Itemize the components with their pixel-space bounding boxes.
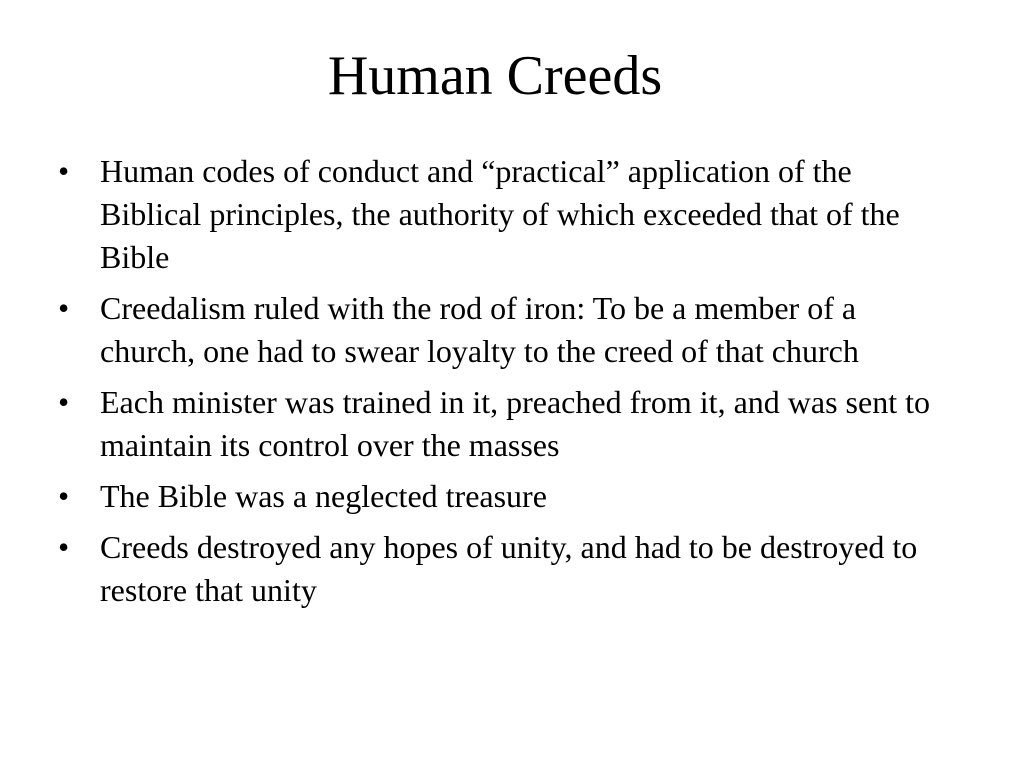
- bullet-list: [56, 150, 956, 620]
- bullet-text: Human codes of conduct and “practical” application of the Biblical principles, the authority of which exceeded that of the Bible: [100, 153, 900, 275]
- bullet-dot-icon: •: [58, 153, 70, 189]
- bullet-text: The Bible was a neglected treasure: [100, 478, 547, 514]
- bullet-text: Creeds destroyed any hopes of unity, and had to be destroyed to restore that unity: [100, 529, 918, 608]
- bullet-dot-icon: •: [58, 384, 70, 420]
- bullet-dot-icon: •: [58, 290, 70, 326]
- bullet-item: [56, 475, 956, 518]
- bullet-item: [56, 526, 956, 612]
- bullet-text: Creedalism ruled with the rod of iron: To be a member of a church, one had to swear loyalty to the creed of that church: [100, 290, 859, 369]
- bullet-item: [56, 150, 956, 279]
- bullet-item: [56, 287, 956, 373]
- bullet-item: [56, 381, 956, 467]
- slide-title: Human Creeds: [327, 45, 663, 107]
- bullet-dot-icon: •: [58, 478, 70, 514]
- bullet-dot-icon: •: [58, 529, 70, 565]
- bullet-text: Each minister was trained in it, preached from it, and was sent to maintain its control over the masses: [100, 384, 930, 463]
